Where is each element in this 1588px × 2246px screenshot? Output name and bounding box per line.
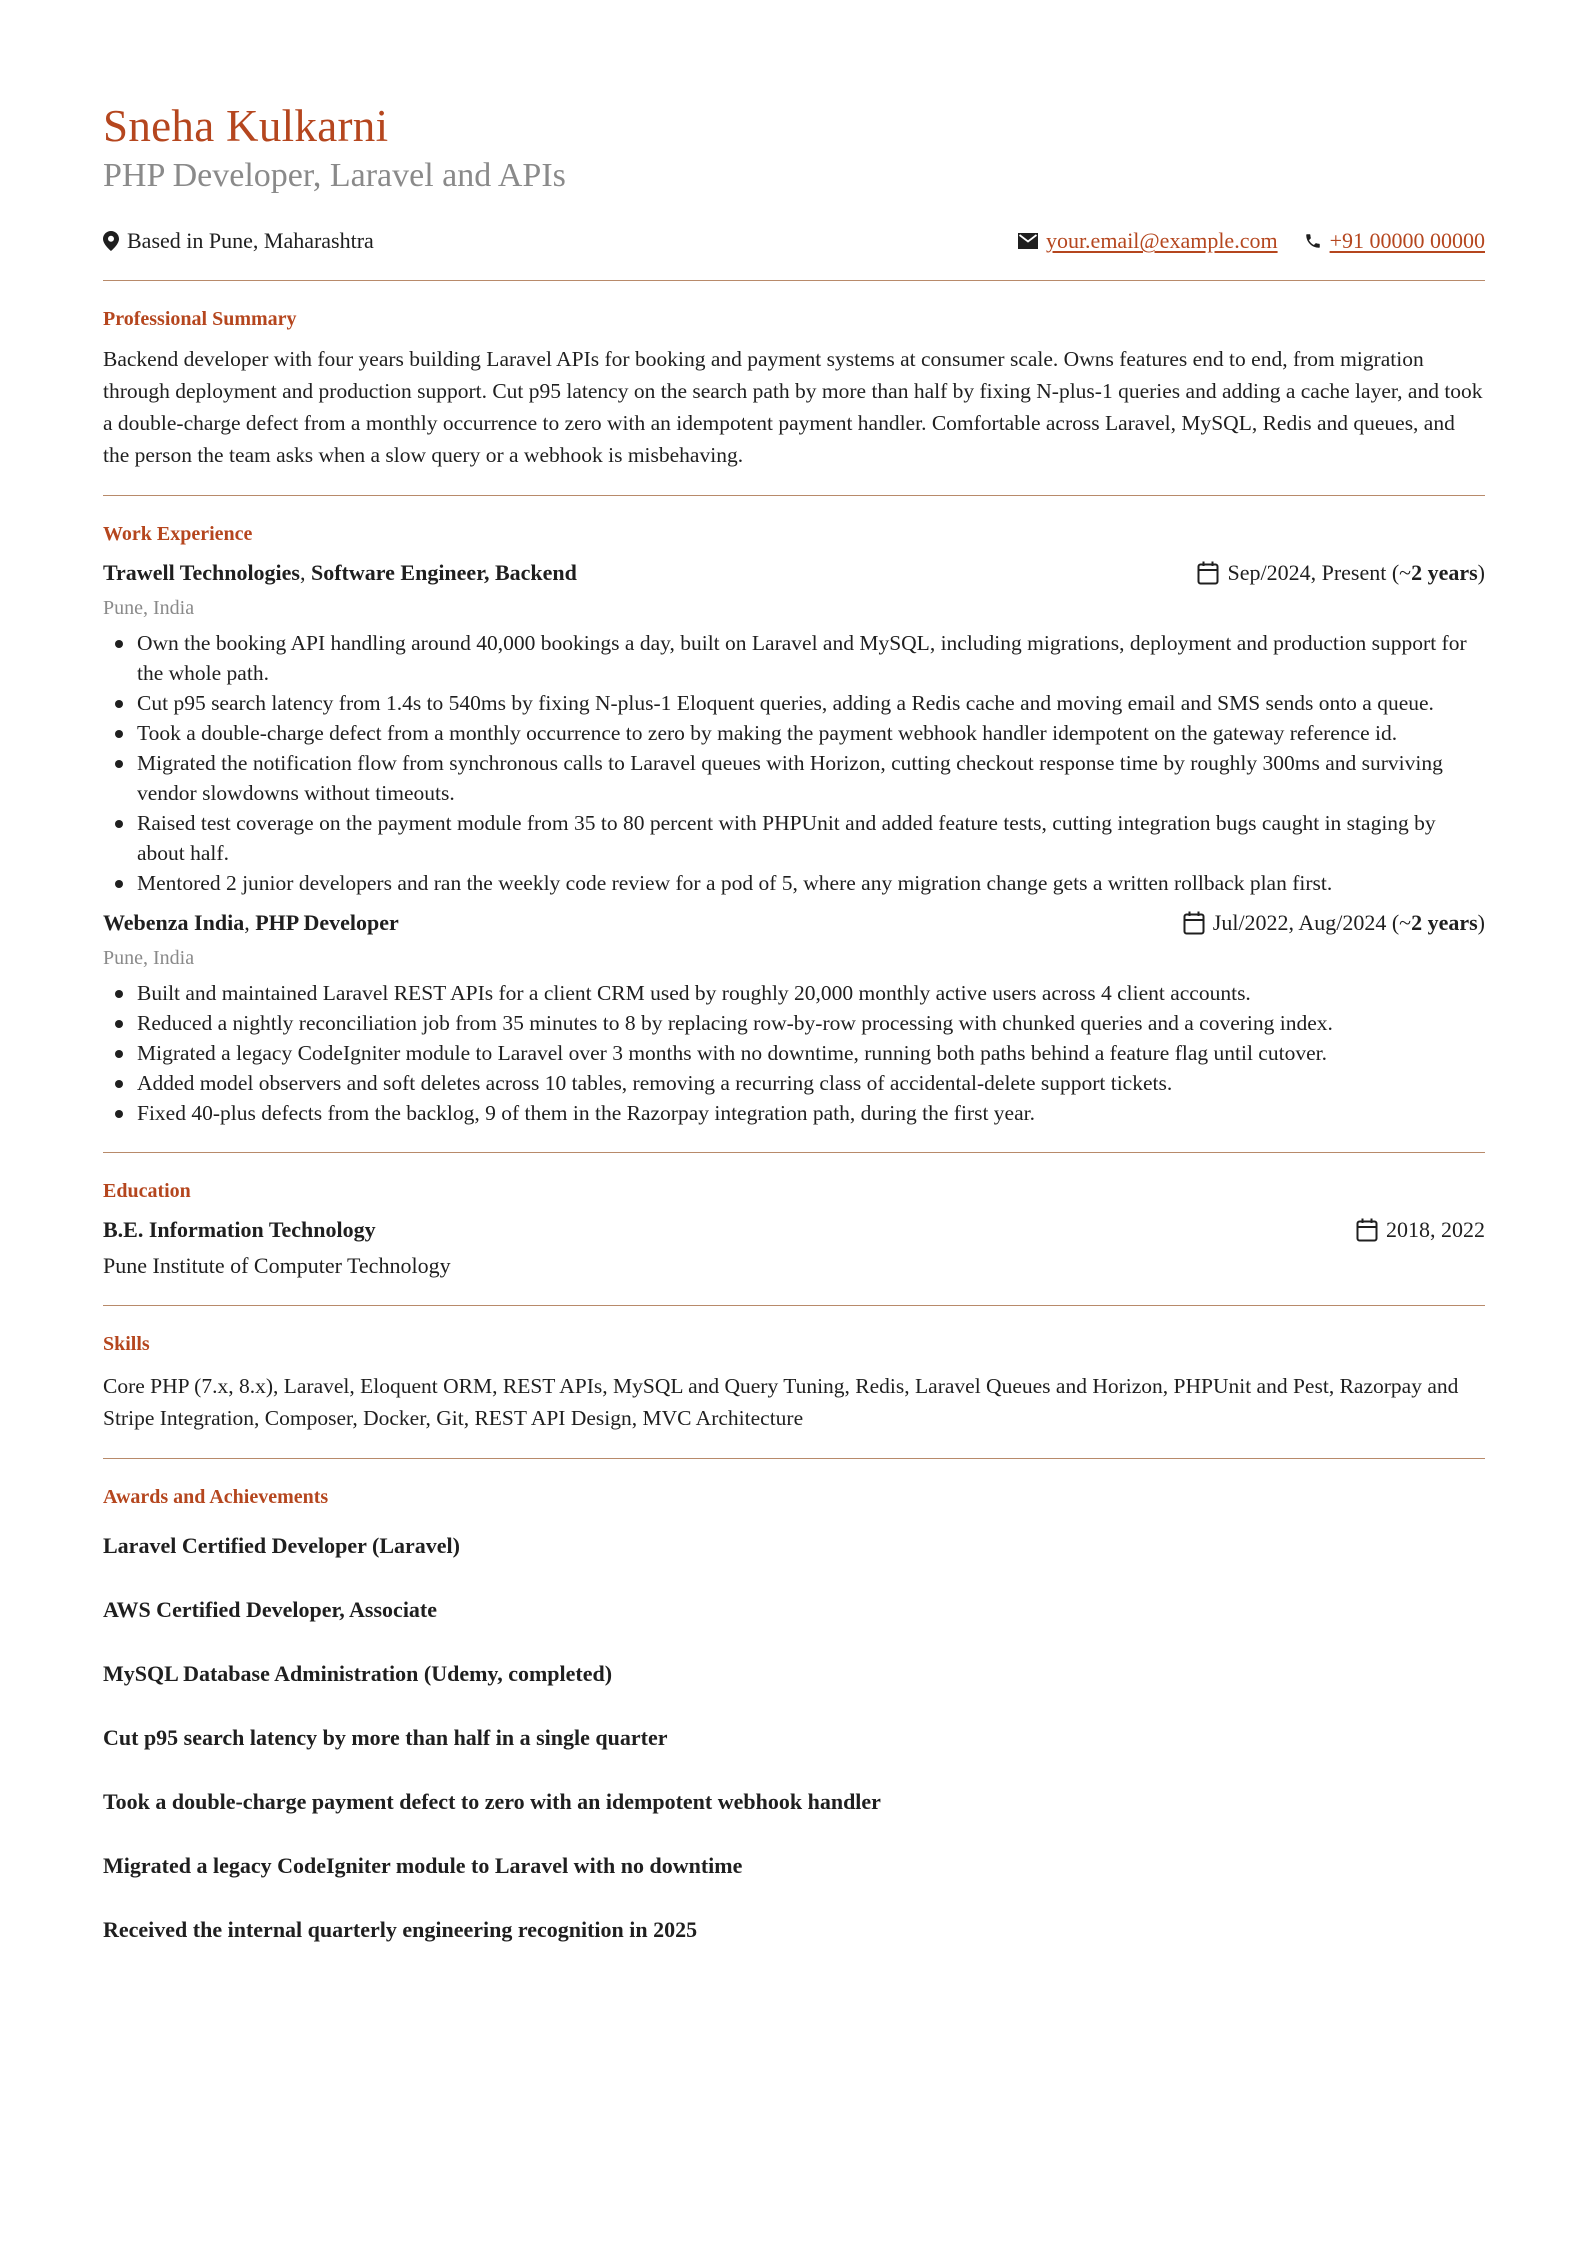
summary-text: Backend developer with four years building Laravel APIs for booking and payment systems at consumer scale. Owns features end to end, from migration through deployment and production support. Cut p95 latency on the search path by more than half by fixing N-plus-1 queries and adding a cache layer, and took a double-charge defect from a monthly occurrence to zero with an idempotent payment handler. Comfortable across Laravel, MySQL, Redis and queues, and the person the team asks when a slow query or a webhook is misbehaving. — [103, 347, 1483, 467]
location-pin-icon — [103, 231, 119, 251]
award-item: AWS Certified Developer, Associate — [103, 1597, 438, 1622]
section-title-experience: Work Experience — [103, 523, 253, 545]
section-title-skills: Skills — [103, 1333, 150, 1355]
list-item: Own the booking API handling around 40,000 bookings a day, built on Laravel and MySQL, including migrations, deployment and production support for the whole path. — [103, 628, 1485, 688]
job-role: PHP Developer — [255, 910, 399, 935]
resume-header — [103, 100, 1485, 198]
location-text: Based in Pune, Maharashtra — [127, 228, 374, 253]
section-title-awards: Awards and Achievements — [103, 1486, 329, 1508]
section-divider — [103, 1458, 1485, 1459]
job-entry — [103, 558, 1485, 898]
job-location: Pune, India — [103, 597, 195, 619]
education-section — [103, 1179, 1485, 1281]
job-title: Trawell Technologies, Software Engineer, Backend — [103, 560, 577, 585]
candidate-headline: PHP Developer, Laravel and APIs — [103, 157, 566, 194]
award-item: Laravel Certified Developer (Laravel) — [103, 1533, 460, 1558]
list-item: Raised test coverage on the payment module from 35 to 80 percent with PHPUnit and added feature tests, cutting integration bugs caught in staging by about half. — [103, 808, 1485, 868]
job-date-range: Sep/2024, Present (~ — [1227, 560, 1412, 585]
phone-item[interactable] — [1304, 228, 1485, 254]
list-item: Migrated a legacy CodeIgniter module to Laravel over 3 months with no downtime, running both paths behind a feature flag until cutover. — [103, 1038, 1485, 1068]
job-date-close: ) — [1477, 560, 1485, 585]
candidate-name: Sneha Kulkarni — [103, 101, 389, 151]
list-item: Added model observers and soft deletes across 10 tables, removing a recurring class of accidental-delete support tickets. — [103, 1068, 1485, 1098]
experience-section — [103, 522, 1485, 1128]
education-school: Pune Institute of Computer Technology — [103, 1253, 451, 1278]
job-location: Pune, India — [103, 947, 195, 969]
award-item: Received the internal quarterly engineering recognition in 2025 — [103, 1917, 698, 1942]
calendar-icon — [1183, 911, 1205, 935]
section-divider — [103, 1305, 1485, 1306]
list-item: Cut p95 search latency from 1.4s to 540ms by fixing N-plus-1 Eloquent queries, adding a Redis cache and moving email and SMS sends onto a queue. — [103, 688, 1485, 718]
education-dates — [1356, 1215, 1485, 1245]
skills-section — [103, 1332, 1485, 1434]
education-degree: B.E. Information Technology — [103, 1217, 376, 1242]
email-link[interactable]: your.email@example.com — [1045, 228, 1278, 253]
award-item: Migrated a legacy CodeIgniter module to Laravel with no downtime — [103, 1853, 743, 1878]
list-item: Built and maintained Laravel REST APIs for a client CRM used by roughly 20,000 monthly active users across 4 client accounts. — [103, 978, 1485, 1008]
skills-text: Core PHP (7.x, 8.x), Laravel, Eloquent ORM, REST APIs, MySQL and Query Tuning, Redis, Laravel Queues and Horizon, PHPUnit and Pest, Razorpay and Stripe Integration, Composer, Docker, Git, REST API Design, MVC Architecture — [103, 1374, 1459, 1430]
section-divider — [103, 1152, 1485, 1153]
job-dates — [1197, 558, 1485, 588]
envelope-icon — [1018, 233, 1038, 249]
job-company: Trawell Technologies — [103, 560, 300, 585]
job-bullets — [103, 628, 1485, 898]
award-item: Took a double-charge payment defect to zero with an idempotent webhook handler — [103, 1789, 881, 1814]
summary-section — [103, 307, 1485, 471]
list-item: Mentored 2 junior developers and ran the weekly code review for a pod of 5, where any migration change gets a written rollback plan first. — [103, 868, 1485, 898]
section-title-summary: Professional Summary — [103, 308, 297, 330]
calendar-icon — [1356, 1218, 1378, 1242]
job-date-close: ) — [1477, 910, 1485, 935]
email-item[interactable] — [1018, 228, 1278, 254]
phone-icon — [1304, 232, 1322, 250]
list-item: Migrated the notification flow from synchronous calls to Laravel queues with Horizon, cutting checkout response time by roughly 300ms and surviving vendor slowdowns without timeouts. — [103, 748, 1485, 808]
phone-link[interactable]: +91 00000 00000 — [1329, 228, 1485, 253]
contact-row — [103, 226, 1485, 256]
job-duration: 2 years — [1411, 560, 1478, 585]
award-item: Cut p95 search latency by more than half in a single quarter — [103, 1725, 668, 1750]
list-item: Took a double-charge defect from a monthly occurrence to zero by making the payment webhook handler idempotent on the gateway reference id. — [103, 718, 1485, 748]
job-dates — [1183, 908, 1485, 938]
job-company: Webenza India — [103, 910, 245, 935]
list-item: Fixed 40-plus defects from the backlog, 9 of them in the Razorpay integration path, during the first year. — [103, 1098, 1485, 1128]
job-bullets — [103, 978, 1485, 1128]
job-entry — [103, 908, 1485, 1128]
section-title-education: Education — [103, 1180, 191, 1202]
job-date-range: Jul/2022, Aug/2024 (~ — [1212, 910, 1412, 935]
section-divider — [103, 280, 1485, 281]
job-title: Webenza India, PHP Developer — [103, 910, 399, 935]
awards-section — [103, 1485, 1485, 1945]
calendar-icon — [1197, 561, 1219, 585]
job-duration: 2 years — [1411, 910, 1478, 935]
award-item: MySQL Database Administration (Udemy, completed) — [103, 1661, 613, 1686]
list-item: Reduced a nightly reconciliation job from 35 minutes to 8 by replacing row-by-row processing with chunked queries and a covering index. — [103, 1008, 1485, 1038]
location-item — [103, 228, 374, 254]
job-role: Software Engineer, Backend — [311, 560, 577, 585]
education-date-range: 2018, 2022 — [1386, 1217, 1485, 1242]
section-divider — [103, 495, 1485, 496]
